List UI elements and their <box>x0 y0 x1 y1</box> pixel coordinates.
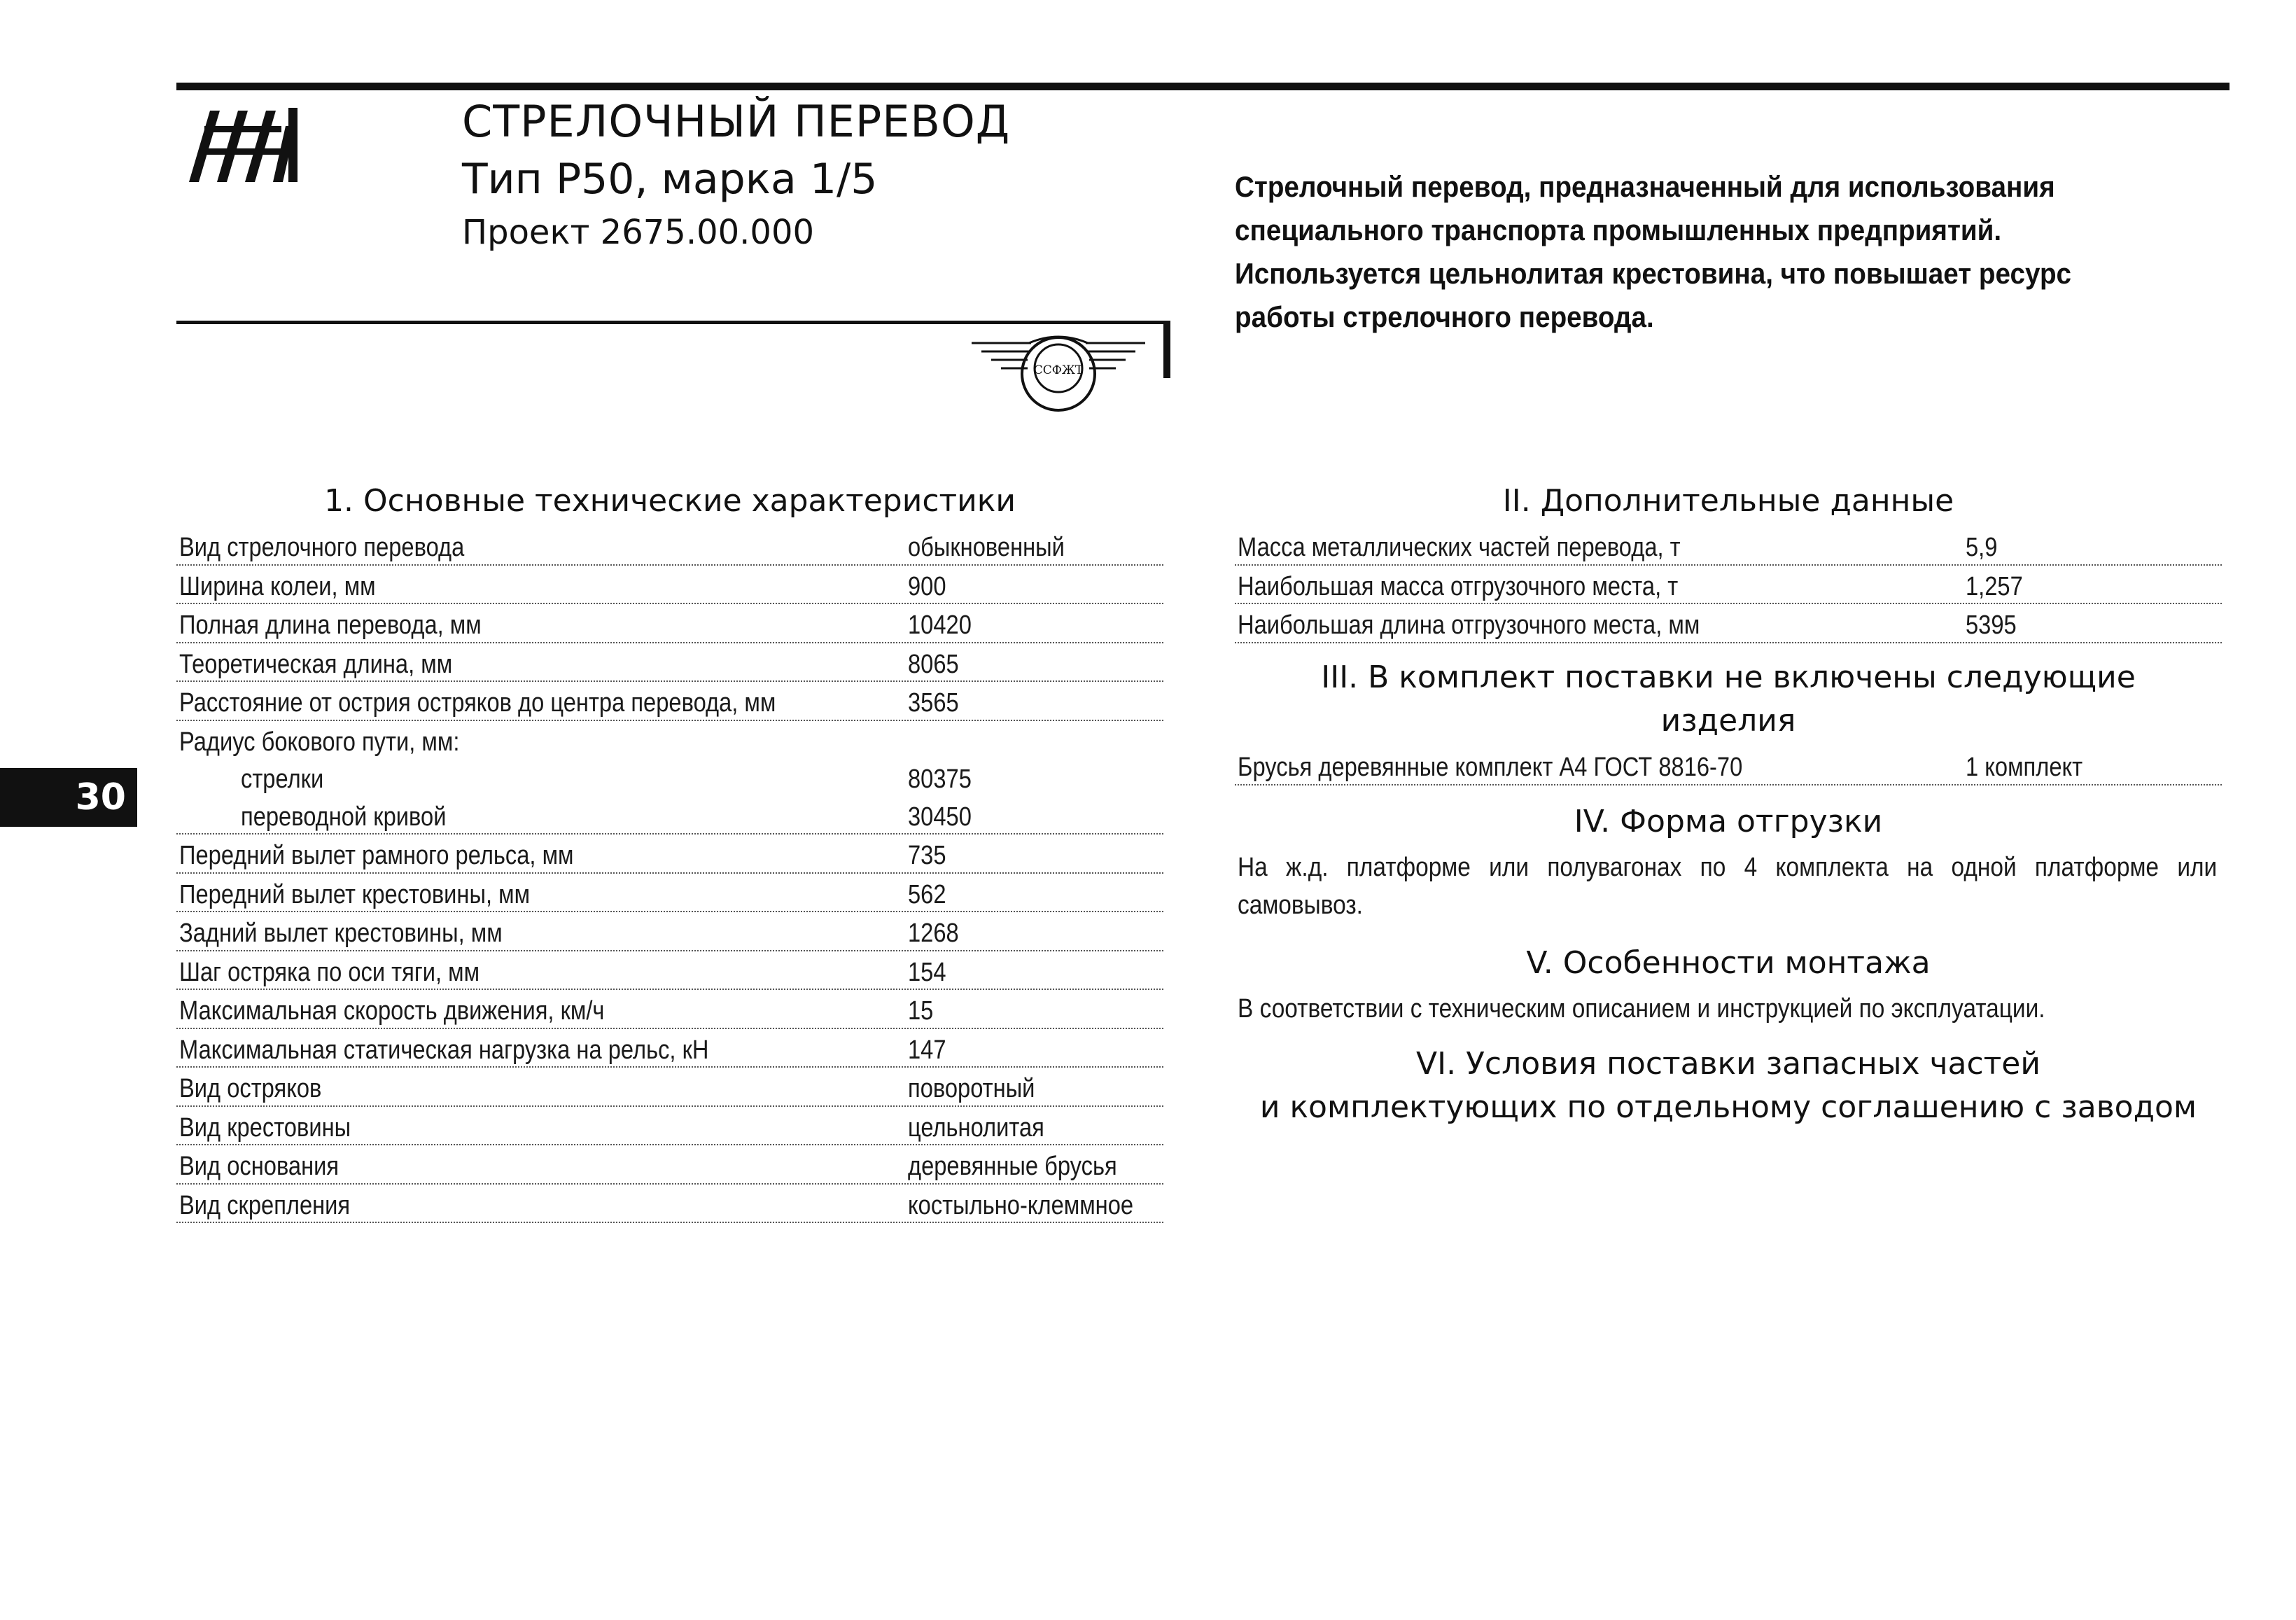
spec-value: деревянные брусья <box>908 1152 1117 1181</box>
spec-value: цельнолитая <box>908 1112 1044 1143</box>
spec-label: Теоретическая длина, мм <box>179 649 453 679</box>
spec-value: 1268 <box>908 919 959 948</box>
switch-logo-icon <box>183 98 309 189</box>
data-row <box>1235 604 2222 643</box>
product-type: Тип Р50, марка 1/5 <box>462 155 878 204</box>
excluded-items-table <box>1235 746 2222 785</box>
additional-data-table <box>1235 526 2222 643</box>
spec-row <box>176 951 1163 991</box>
ssfzht-emblem-icon <box>972 328 1145 416</box>
shipping-text-body: На ж.д. платформе или полувагонах по 4 комплекта на одной платформе или самовывоз. <box>1238 853 2218 920</box>
spec-value: 8065 <box>908 649 959 679</box>
spec-row <box>176 874 1163 913</box>
spec-label: Задний вылет крестовины, мм <box>179 919 503 948</box>
section-6-title-cont: и комплектующих по отдельному соглашению с заводом <box>1259 1089 2197 1125</box>
spec-label: Вид скрепления <box>179 1190 351 1220</box>
header-rule-tick <box>1163 321 1170 378</box>
spec-row <box>176 912 1163 951</box>
section-6-title: VI. Условия поставки запасных частей <box>1416 1046 2040 1082</box>
mounting-text-body: В соответствии с техническим описанием и инструкцией по эксплуатации. <box>1238 994 2045 1024</box>
spec-row <box>176 721 1163 759</box>
spec-label: Передний вылет крестовины, мм <box>179 879 531 909</box>
spec-row <box>176 643 1163 683</box>
spec-value: поворотный <box>908 1074 1035 1103</box>
spec-value: костыльно-клеммное <box>908 1190 1134 1220</box>
spec-label: Вид крестовины <box>179 1112 351 1143</box>
data-value: 1,257 <box>1966 571 2023 601</box>
spec-value: 735 <box>908 841 946 870</box>
spec-value: 3565 <box>908 688 959 718</box>
spec-row <box>176 835 1163 874</box>
spec-row <box>176 682 1163 721</box>
spec-label: стрелки <box>241 764 324 794</box>
spec-label: Ширина колеи, мм <box>179 571 376 601</box>
spec-row <box>176 758 1163 796</box>
spec-row <box>176 604 1163 643</box>
spec-row <box>176 1107 1163 1146</box>
spec-label: Расстояние от острия остряков до центра перевода, мм <box>179 688 776 718</box>
excluded-value: 1 комплект <box>1966 753 2083 782</box>
spec-table <box>176 526 1163 1223</box>
excluded-label: Брусья деревянные комплект А4 ГОСТ 8816-70 <box>1238 753 1743 782</box>
header-rule <box>176 321 1170 324</box>
project-number: Проект 2675.00.000 <box>462 213 815 252</box>
spec-label: Вид остряков <box>179 1074 322 1103</box>
emblem-text: ССФЖТ <box>1033 363 1084 377</box>
data-label: Масса металлических частей перевода, т <box>1238 533 1681 562</box>
spec-value: 900 <box>908 571 946 601</box>
spec-value: 154 <box>908 957 946 987</box>
spec-label: Вид основания <box>179 1152 340 1181</box>
spec-row <box>176 1029 1163 1068</box>
spec-label: Полная длина перевода, мм <box>179 610 482 640</box>
section-3-title-cont: изделия <box>1660 703 1796 739</box>
product-title: СТРЕЛОЧНЫЙ ПЕРЕВОД <box>462 96 1011 147</box>
spec-value: 147 <box>908 1035 946 1065</box>
spec-row <box>176 990 1163 1029</box>
spec-row <box>176 1185 1163 1224</box>
data-value: 5,9 <box>1966 533 1998 562</box>
top-rule <box>176 83 2230 90</box>
spec-label: Радиус бокового пути, мм: <box>179 727 460 757</box>
data-row <box>1235 566 2222 605</box>
excluded-row <box>1235 746 2222 785</box>
spec-value: 10420 <box>908 610 972 640</box>
spec-label: переводной кривой <box>241 802 447 832</box>
mounting-text <box>1238 990 2220 1028</box>
title-block <box>462 92 1010 258</box>
spec-value: 562 <box>908 879 946 909</box>
data-label: Наибольшая длина отгрузочного места, мм <box>1238 610 1700 640</box>
spec-value: 30450 <box>908 802 972 832</box>
product-description: Стрелочный перевод, предназначенный для использования специального транспорта промышленных предприятий. Используется цельнолитая крестовина, что повышает ресурс работы стрелочного перевода. <box>1235 170 2072 333</box>
spec-value: 80375 <box>908 764 972 794</box>
spec-value: обыкновенный <box>908 533 1065 562</box>
spec-row <box>176 1068 1163 1107</box>
section-2-title: II. Дополнительные данные <box>1502 483 1954 519</box>
spec-label: Вид стрелочного перевода <box>179 533 465 562</box>
section-1-title: 1. Основные технические характеристики <box>324 483 1016 519</box>
section-5-title: V. Особенности монтажа <box>1526 945 1931 981</box>
page-number-tab: 30 <box>0 768 137 827</box>
spec-row <box>176 1145 1163 1185</box>
spec-row <box>176 526 1163 566</box>
spec-label: Максимальная статическая нагрузка на рельс, кН <box>179 1035 709 1065</box>
data-row <box>1235 526 2222 566</box>
section-4-title: IV. Форма отгрузки <box>1574 804 1883 839</box>
spec-row <box>176 566 1163 605</box>
data-value: 5395 <box>1966 610 2017 640</box>
spec-label: Максимальная скорость движения, км/ч <box>179 996 605 1026</box>
spec-label: Передний вылет рамного рельса, мм <box>179 841 574 870</box>
shipping-text <box>1238 849 2220 924</box>
spec-value: 15 <box>908 996 934 1026</box>
section-3-title: III. В комплект поставки не включены следующие <box>1321 659 2136 695</box>
spec-row <box>176 796 1163 835</box>
spec-label: Шаг остряка по оси тяги, мм <box>179 957 480 987</box>
data-label: Наибольшая масса отгрузочного места, т <box>1238 571 1679 601</box>
